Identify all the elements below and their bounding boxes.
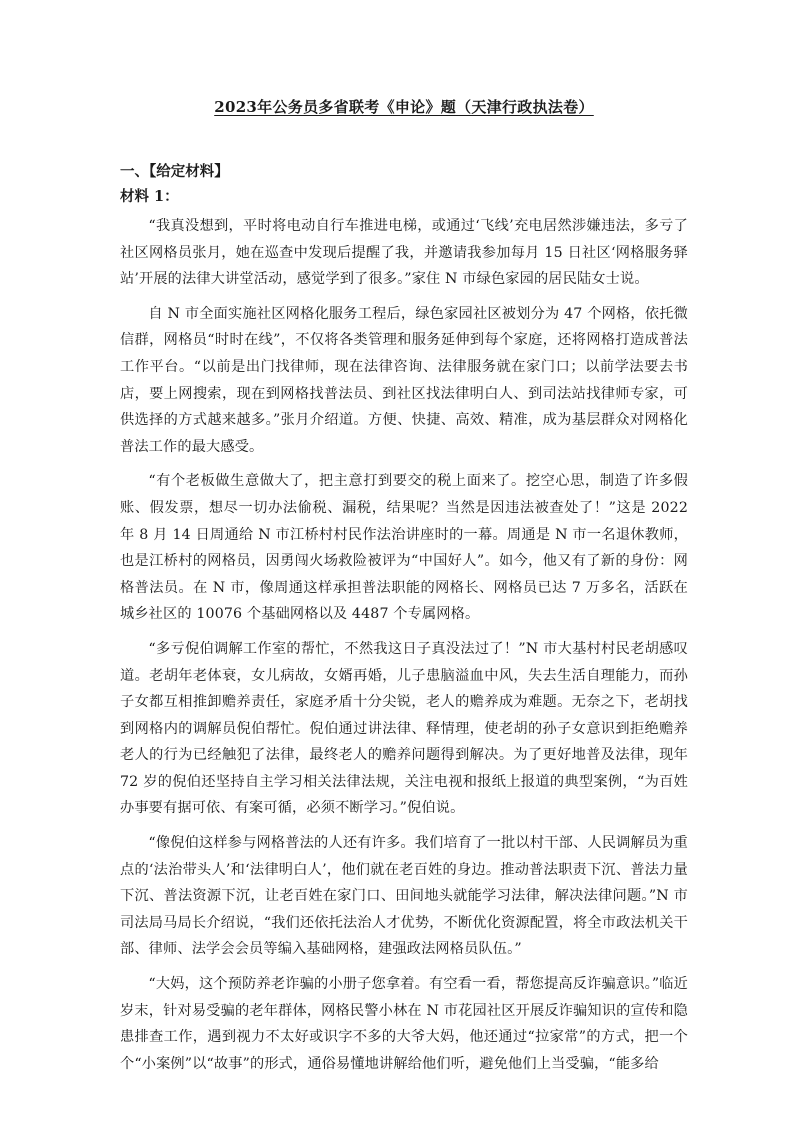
paragraph: “像倪伯这样参与网格普法的人还有许多。我们培育了一批以村干部、人民调解员为重点的‘法治带头人’和‘法律明白人’，他们就在老百姓的身边。推动普法职责下沉、普法力量下沉、普法资源下沉，让老百姓在家门口、田间地头就能学习法律，解决法律问题。”N 市司法局马局长介绍说，“我们还依托法治人才优势，不断优化资源配置，将全市政法机关干部、律师、法学会会员等编入基础网格，建强政法网格员队伍。” — [120, 835, 688, 958]
paragraph: 自 N 市全面实施社区网格化服务工程后，绿色家园社区被划分为 47 个网格，依托微信群，网格员“时时在线”，不仅将各类管理和服务延伸到每个家庭，还将网格打造成普法工作平台。“以前是出门找律师，现在法律咨询、法律服务就在家门口；以前学法要去书店，要上网搜索，现在到网格找普法员、到社区找法律明白人、到司法站找律师专家，可供选择的方式越来越多。”张月介绍道。方便、快捷、高效、精准，成为基层群众对网格化普法工作的最大感受。 — [120, 305, 688, 455]
paragraph: “多亏倪伯调解工作室的帮忙，不然我这日子真没法过了！”N 市大基村村民老胡感叹道。老胡年老体衰，女儿病故，女婿再婚，儿子患脑溢血中风，失去生活自理能力，而孙子女都互相推卸赡养责任，家庭矛盾十分尖锐，老人的赡养成为难题。无奈之下，老胡找到网格内的调解员倪伯帮忙。倪伯通过讲法律、释情理，使老胡的孙子女意识到拒绝赡养老人的行为已经触犯了法律，最终老人的赡养问题得到解决。为了更好地普及法律，现年 72 岁的倪伯还坚持自主学习相关法律法规，关注电视和报纸上报道的典型案例，“为百姓办事要有据可依、有案可循，必须不断学习。”倪伯说。 — [120, 640, 688, 817]
material-label: 材料 1： — [120, 188, 179, 205]
document-title: 2023年公务员多省联考《申论》题（天津行政执法卷） — [214, 98, 594, 116]
section-heading: 一、【给定材料】 — [120, 163, 229, 180]
paragraph: “有个老板做生意做大了，把主意打到要交的税上面来了。挖空心思，制造了许多假账、假发票，想尽一切办法偷税、漏税，结果呢？当然是因违法被查处了！”这是 2022 年 8 月 14 日周通给 N 市江桥村村民作法治讲座时的一幕。周通是 N 市一名退休教师，也是江桥村的网格员，因勇闯火场救险被评为“中国好人”。如今，他又有了新的身份：网格普法员。在 N 市，像周通这样承担普法职能的网格长、网格员已达 7 万多名，活跃在城乡社区的 10076 个基础网格以及 4487 个专属网格。 — [120, 473, 688, 623]
paragraph: “大妈，这个预防养老诈骗的小册子您拿着。有空看一看，帮您提高反诈骗意识。”临近岁末，针对易受骗的老年群体，网格民警小林在 N 市花园社区开展反诈骗知识的宣传和隐患排查工作，遇到视力不太好或识字不多的大爷大妈，他还通过“拉家常”的方式，把一个个“小案例”以“故事”的形式，通俗易懂地讲解给他们听，避免他们上当受骗，“能多给 — [120, 976, 688, 1072]
paragraph: “我真没想到，平时将电动自行车推进电梯，或通过‘飞线’充电居然涉嫌违法，多亏了社区网格员张月，她在巡查中发现后提醒了我，并邀请我参加每月 15 日社区‘网格服务驿站’开展的法律大讲堂活动，感觉学到了很多。”家住 N 市绿色家园的居民陆女士说。 — [120, 218, 688, 288]
